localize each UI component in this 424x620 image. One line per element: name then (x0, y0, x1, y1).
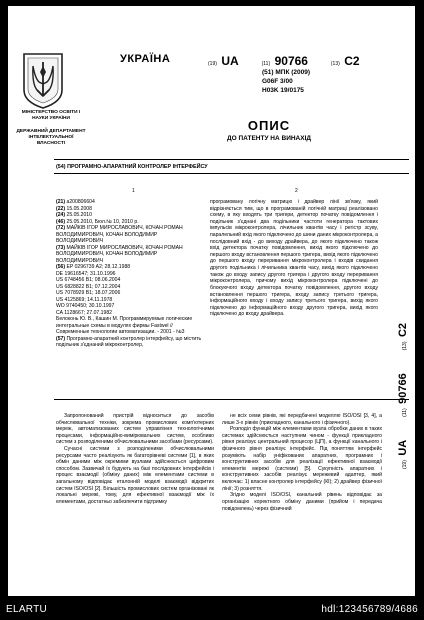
department-name: ДЕРЖАВНИЙ ДЕПАРТАМЕНТ ІНТЕЛЕКТУАЛЬНОЇ ВЛАСНОСТІ (16, 129, 86, 146)
ipc-line: G06F 3/00 (262, 77, 293, 85)
biblio-entry: (73) МАЙКІВ ІГОР МИРОСЛАВОВИЧ, КОЧАН РОМАН ВОЛОДИМИРОВИЧ, КОЧАН ВОЛОДИМИР ВОЛОДИМИРОВИЧ (56, 244, 183, 264)
ipc-classification (262, 69, 310, 95)
bibliographic-data (56, 199, 204, 349)
biblio-entry: WO 9740450; 30.10.1997 (56, 303, 115, 310)
patent-page (8, 6, 415, 596)
document-subtitle: ДО ПАТЕНТУ НА ВИНАХІД (226, 135, 312, 142)
document-codes (208, 52, 360, 70)
country-name: УКРАЇНА (120, 53, 171, 65)
description-right-column (222, 413, 382, 512)
biblio-entry: US 4125869; 14.11.1978 (56, 296, 113, 303)
document-title: ОПИС (247, 118, 291, 133)
paragraph: Розподіл функцій між елементами вузла обробки даних в таких системах здійснюється наступним чином - функції прикладного рівня реалізує центральний процесор (ЦП), а функції канального і фізичного рівня реалізує інтерфейс. Під поняттям інтерфейс розуміють набір уніфікованих апаратних, програмних і конструктивних засобів для реалізації ефективної взаємодії елементів мережі (системи) [5]. Сукупність апаратних і конструктивних засобів реалізує мережевий адаптер, який включає: 1) власне контролер інтерфейсу (КІ); 2) драйвер фізичної лінії; 3) розняття. (222, 426, 382, 492)
divider (54, 399, 409, 400)
biblio-entry: (46) 25.05.2010, Бюл.№ 10, 2010 р. (56, 218, 139, 225)
code11-label: (11) (261, 61, 271, 67)
column-number: 1 (132, 188, 135, 194)
biblio-entry: (21) a200806604 (56, 199, 95, 205)
invention-title: (54) ПРОГРАМНО-АПАРАТНИЙ КОНТРОЛЕР ІНТЕРФЕЙСУ (56, 164, 208, 170)
patent-number: 90766 (274, 54, 308, 68)
biblio-entry: US 6828822 B1; 07.12.2004 (56, 283, 121, 290)
biblio-entry: US 7078929 B1; 18.07.2006 (56, 290, 121, 297)
code19-label: (19) (208, 61, 217, 67)
column-number: 2 (295, 188, 298, 194)
biblio-entry: US 6748456 B1; 08.06.2004 (56, 277, 121, 284)
ipc-label: (51) МПК (2009) (262, 69, 311, 76)
ministry-name: МІНІСТЕРСТВО ОСВІТИ І НАУКИ УКРАЇНИ (21, 110, 81, 121)
divider (54, 159, 409, 160)
code19-value: UA (221, 54, 239, 68)
paragraph: Сучасні системи з розподіленими обчислювальними ресурсами часто реалізують як багаторівневі системи [1], в яких обмін даними між окремими вузлами здійснюється цифровим способом. Зазвичай їх будують на базі послідовних інтерфейсів і процес взаємодії (обміну даних) між елементами системи в загальному відповідає еталонній моделі взаємодії відкритих систем ISO/OSI [2]. Більшість промислових систем організовані як локальні мережі, тому, для ефективної взаємодії між їх елементами, достатньо забезпечити підтримку (56, 446, 214, 505)
vertical-patent-code: (19) UA (11) 90766 (13) C2 (397, 322, 409, 470)
biblio-entry: CA 1128667; 27.07.1982 (56, 309, 112, 316)
paragraph: Згідно моделі ISO/OSI, канальний рівень відповідає за організацію коректного обміну даними (прийом і передача повідомлень) через фізичний (222, 492, 382, 512)
code13-label: (13) (330, 61, 340, 67)
biblio-entry: (22) 15.05.2008 (56, 205, 92, 212)
repository-name: ELARTU (6, 604, 48, 615)
biblio-entry: DE 19616547; 31.10.1996 (56, 270, 116, 277)
paragraph: Запропонований пристрій відноситься до засобів обчислювальної техніки, зокрема промислових комп'ютерних мереж, автоматизованих систем управління технологічними процесами, інформаційно-вимірювальних систем, особливо систем з розподіленими обчислювальними засобами (ресурсами). (56, 413, 214, 446)
biblio-entry: (56) EP 0296739 A2; 28.12.1988 (56, 264, 131, 271)
divider (54, 173, 409, 174)
biblio-entry: Белоконь Ю. В., Кашин М. Программируемые логические интегральные схемы в модулях фирмы Fastwel // Современные технологии автоматизации. - 2001 - №3 (56, 316, 193, 336)
description-left-column (56, 413, 214, 506)
trident-coat-of-arms-icon (22, 52, 64, 110)
claim-text: програмовану логічну матрицю і драйвер лінії зв'язку, який відрізняється тим, що в програмованій логічній матриці реалізовано схему, в яку входять три тригери, детектор початку повідомлення і подільник з'єднані два подільники частоти генератора тактових імпульсів мікроконтролера, лічильник квантів часу і регістр зсуву, паралельний вхід якого підключено до шини даних мікроконтролера, а послідовний вхід - до виходу драйвера, до якого підключено також вхід детектора початку повідомлення, вихід якого підключено до першого входу встановлення першого тригера, вихід якого підключено до першого входу переривання мікроконтролера і входів скидання другого подільника і лічильника квантів часу, вихід якого підключено також до входу запису другого тригера і другого входу переривання мікроконтролера, причому вихід мікроконтролера підключені до блокуючого входу детектора початку повідомлення, другого входу встановлення першого тригера, входу запису третього тригера, інформаційного входу і входу запису третього тригера, вихід якого підключено до інформаційного входу другого тригера, вихід якого підключено до входу драйвера. (210, 199, 378, 318)
handle-link[interactable]: hdl:123456789/4686 (321, 604, 418, 615)
paragraph: не всіх семи рівнів, які передбачені моделлю ISO/OSI [3, 4], а лише 3-х рівнів (прикладного, канального і фізичного). (222, 413, 382, 426)
biblio-entry: (24) 25.05.2010 (56, 212, 92, 219)
ipc-line: H03K 19/0175 (262, 86, 304, 94)
biblio-entry: (57) Програмно-апаратний контролер інтерфейсу, що містить подільник з'єднаний мікроконтролер, (56, 335, 202, 349)
code13-value: C2 (344, 54, 360, 68)
biblio-entry: (72) МАЙКІВ ІГОР МИРОСЛАВОВИЧ, КОЧАН РОМАН ВОЛОДИМИРОВИЧ, КОЧАН ВОЛОДИМИР ВОЛОДИМИРОВИЧ (56, 225, 183, 245)
